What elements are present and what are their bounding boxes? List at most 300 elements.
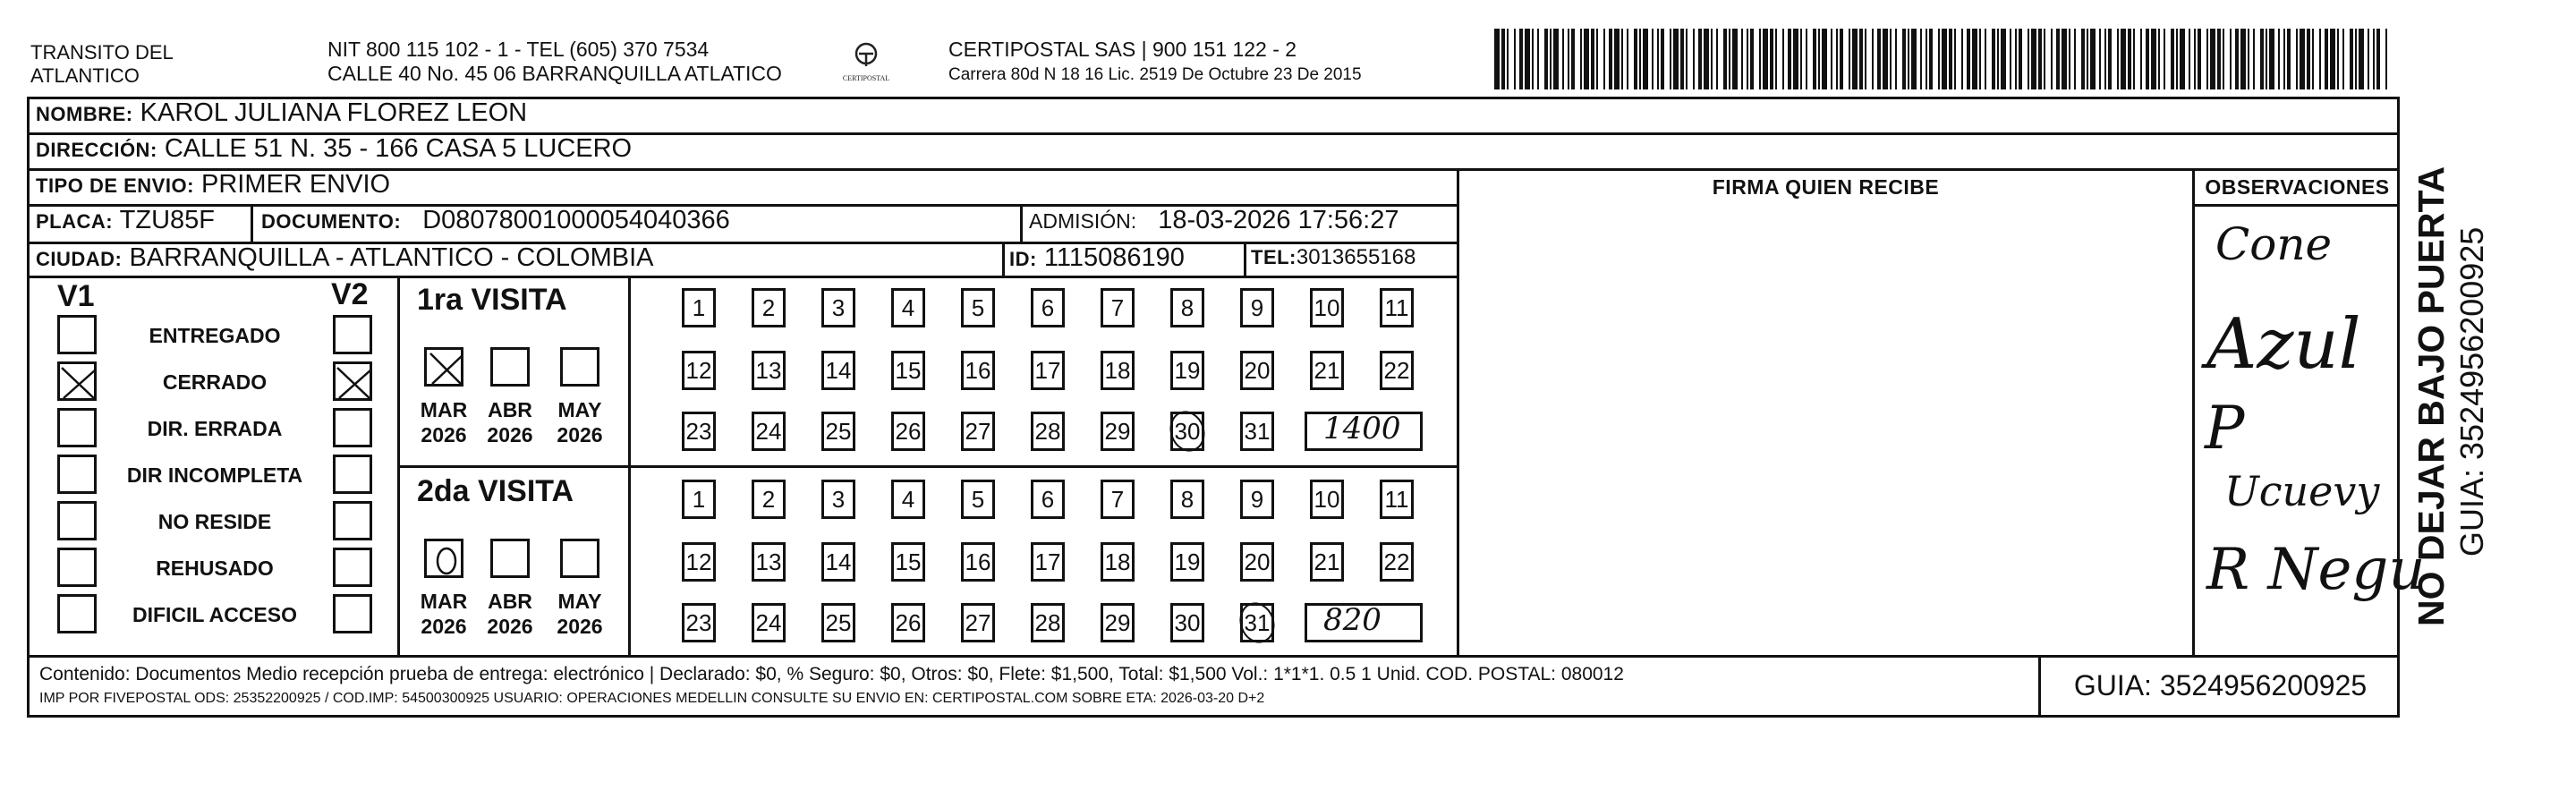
nombre-value: KAROL JULIANA FLOREZ LEON (140, 98, 528, 127)
barcode-bar (2217, 29, 2221, 89)
observation-note: Ucuevy (2224, 467, 2380, 515)
barcode-bar (1859, 29, 1863, 89)
barcode-bar (1770, 29, 1773, 89)
divider (2192, 204, 2400, 207)
day-box[interactable]: 21 (1310, 351, 1344, 390)
day-box[interactable]: 9 (1240, 480, 1274, 519)
day-box[interactable]: 8 (1170, 480, 1204, 519)
day-box[interactable]: 12 (682, 351, 716, 390)
barcode-bar (2056, 29, 2060, 89)
observation-note: Cone (2215, 218, 2333, 270)
barcode-bar (2319, 29, 2321, 89)
barcode-bar (1544, 29, 1548, 89)
barcode-bar (2171, 29, 2174, 89)
status-checkbox-v1[interactable] (57, 315, 97, 354)
day-box[interactable]: 11 (1380, 288, 1414, 327)
time-box[interactable] (1305, 412, 1423, 451)
day-box[interactable]: 19 (1170, 351, 1204, 390)
month-checkbox[interactable] (424, 539, 463, 578)
barcode-bar (2235, 29, 2239, 89)
month-year: 2026 (421, 423, 467, 446)
tel-label: TEL: (1251, 246, 1297, 268)
barcode-bar (1686, 29, 1688, 89)
month-checkbox[interactable] (490, 539, 530, 578)
status-label: ENTREGADO (149, 324, 281, 347)
ciudad-field (36, 243, 654, 273)
barcode-bar (2342, 29, 2344, 89)
day-box[interactable]: 5 (961, 480, 995, 519)
day-box[interactable]: 3 (821, 288, 855, 327)
barcode-bar (1596, 29, 1598, 89)
status-checkbox-v2[interactable] (333, 408, 372, 447)
barcode-bar (2038, 29, 2042, 89)
day-box[interactable]: 3 (821, 480, 855, 519)
id-field (1009, 243, 1185, 273)
barcode-bar (1865, 29, 1866, 89)
admision-field (1029, 206, 1399, 235)
barcode-bar (2373, 29, 2375, 89)
barcode-bar (2230, 29, 2232, 89)
barcode-bar (1852, 29, 1858, 89)
day-box[interactable]: 14 (821, 351, 855, 390)
barcode-bar (1723, 29, 1727, 89)
day-box[interactable]: 7 (1101, 288, 1135, 327)
day-box[interactable]: 2 (752, 480, 786, 519)
barcode-bar (2350, 29, 2353, 89)
barcode-bar (2312, 29, 2314, 89)
day-box[interactable]: 30 (1170, 412, 1204, 451)
status-checkbox-v1[interactable] (57, 408, 97, 447)
footer-contenido: Contenido: Documentos Medio recepción prueba de entrega: electrónico | Declarado: $0, % Seguro: $0, Otros: $0, Flete: $1,500, Total: $1,500 Vol.: 1*1*1. 0.5 1 Unid. COD. POSTAL: 080012 (39, 664, 1624, 684)
barcode-bar (1657, 29, 1659, 89)
day-box[interactable]: 28 (1031, 603, 1065, 642)
barcode-bar (2359, 29, 2364, 89)
barcode-bar (2151, 29, 2156, 89)
month-checkbox[interactable] (560, 539, 599, 578)
day-box[interactable]: 26 (891, 603, 925, 642)
barcode-bar (2010, 29, 2011, 89)
company-address: CALLE 40 No. 45 06 BARRANQUILLA ATLATICO (327, 62, 782, 85)
day-box[interactable]: 17 (1031, 542, 1065, 582)
divider (1020, 204, 1023, 242)
barcode-bar (2385, 29, 2387, 89)
tel-value: 3013655168 (1296, 245, 1416, 269)
divider (628, 276, 631, 655)
certipostal-info: CERTIPOSTAL SAS | 900 151 122 - 2 (948, 38, 1297, 61)
barcode-bar (1741, 29, 1743, 89)
day-box[interactable]: 20 (1240, 542, 1274, 582)
observation-note: R Negu (2206, 537, 2426, 603)
admision-label: ADMISIÓN: (1029, 209, 1137, 233)
company-nit: NIT 800 115 102 - 1 - TEL (605) 370 7534 (327, 38, 710, 61)
barcode-bar (2081, 29, 2085, 89)
day-box[interactable]: 24 (752, 412, 786, 451)
handwritten-mark (1237, 599, 1278, 650)
id-value: 1115086190 (1043, 243, 1185, 272)
day-box[interactable]: 1 (682, 288, 716, 327)
barcode-bar (1693, 29, 1695, 89)
status-label: DIFICIL ACCESO (132, 603, 297, 626)
day-box[interactable]: 20 (1240, 351, 1274, 390)
barcode-bar (1750, 29, 1754, 89)
barcode-bar (2376, 29, 2380, 89)
direccion-row (36, 134, 632, 164)
barcode-bar (1553, 29, 1559, 89)
day-box[interactable]: 23 (682, 412, 716, 451)
barcode-bar (1954, 29, 1956, 89)
barcode-bar (1537, 29, 1539, 89)
month-checkbox[interactable] (490, 347, 530, 387)
barcode-bar (1895, 29, 1897, 89)
day-box[interactable]: 31 (1240, 412, 1274, 451)
day-box[interactable]: 5 (961, 288, 995, 327)
direccion-label: DIRECCIÓN: (36, 139, 157, 161)
barcode-bar (1836, 29, 1838, 89)
day-box[interactable]: 25 (821, 412, 855, 451)
barcode-bar (1532, 29, 1534, 89)
day-box[interactable]: 10 (1310, 480, 1344, 519)
barcode-bar (1979, 29, 1981, 89)
barcode-bar (2269, 29, 2274, 89)
barcode-bar (2180, 29, 2185, 89)
barcode-bar (2278, 29, 2280, 89)
month-checkbox[interactable] (560, 347, 599, 387)
time-box[interactable] (1305, 603, 1423, 642)
month-label (553, 397, 607, 447)
divider (27, 655, 2400, 658)
circle-mark-icon (427, 541, 466, 581)
day-box[interactable]: 25 (821, 603, 855, 642)
barcode-bar (2248, 29, 2249, 89)
status-checkbox-v2[interactable] (333, 548, 372, 587)
barcode-bar (1501, 29, 1505, 89)
barcode-bar (1840, 29, 1843, 89)
month-year: 2026 (421, 615, 467, 638)
status-checkbox-v2[interactable] (333, 594, 372, 633)
barcode-bar (2015, 29, 2017, 89)
observation-note: Azul (2206, 304, 2361, 385)
barcode-bar (1680, 29, 1684, 89)
barcode-bar (2355, 29, 2357, 89)
month-name: MAR (420, 590, 468, 613)
barcode-bar (2194, 29, 2196, 89)
barcode-bar (2062, 29, 2067, 89)
x-mark-icon (60, 364, 99, 404)
barcode-bar (1985, 29, 1986, 89)
day-box[interactable]: 7 (1101, 480, 1135, 519)
barcode-bar (2198, 29, 2201, 89)
divider (27, 276, 1458, 278)
day-box[interactable]: 4 (891, 288, 925, 327)
observaciones-header: OBSERVACIONES (2205, 175, 2390, 199)
day-box[interactable]: 6 (1031, 288, 1065, 327)
barcode-bar (1961, 29, 1963, 89)
nombre-row (36, 98, 527, 128)
barcode-bar (2001, 29, 2006, 89)
barcode-bar (1550, 29, 1552, 89)
barcode-bar (1639, 29, 1641, 89)
barcode-bar (1643, 29, 1648, 89)
barcode-bar (2140, 29, 2142, 89)
day-box[interactable]: 16 (961, 351, 995, 390)
footer-guia: GUIA: 3524956200925 (2073, 669, 2368, 701)
barcode-bar (1793, 29, 1798, 89)
status-label: DIR. ERRADA (147, 417, 283, 440)
month-name: MAY (557, 590, 602, 613)
barcode-bar (1818, 29, 1820, 89)
barcode-bar (1926, 29, 1927, 89)
ciudad-value: BARRANQUILLA - ATLANTICO - COLOMBIA (129, 243, 654, 272)
day-box[interactable]: 6 (1031, 480, 1065, 519)
status-label: CERRADO (162, 370, 268, 394)
barcode-bar (1902, 29, 1906, 89)
day-box[interactable]: 26 (891, 412, 925, 451)
barcode-bar (2104, 29, 2106, 89)
day-box[interactable]: 27 (961, 412, 995, 451)
barcode-bar (1992, 29, 1995, 89)
day-box[interactable]: 23 (682, 603, 716, 642)
x-mark-icon (336, 364, 375, 404)
barcode-bar (2287, 29, 2291, 89)
barcode-bar (1732, 29, 1738, 89)
divider (397, 465, 1458, 468)
barcode-bar (1716, 29, 1718, 89)
placa-field (36, 206, 215, 235)
barcode-bar (1562, 29, 1564, 89)
barcode-bar (1813, 29, 1816, 89)
time-value: 820 (1323, 602, 1382, 638)
barcode-bar (1929, 29, 1933, 89)
day-box[interactable]: 1 (682, 480, 716, 519)
month-year: 2026 (557, 423, 603, 446)
visit-title: 2da VISITA (417, 474, 574, 508)
barcode-bar (1908, 29, 1909, 89)
barcode-bar (1514, 29, 1516, 89)
status-checkbox-v1[interactable] (57, 594, 97, 633)
barcode-bar (1580, 29, 1582, 89)
barcode-bar (1652, 29, 1654, 89)
day-box[interactable]: 30 (1170, 603, 1204, 642)
handwritten-mark (1167, 408, 1208, 459)
barcode-bar (1568, 29, 1569, 89)
status-checkbox-v1[interactable] (57, 455, 97, 494)
barcode-bar (2223, 29, 2224, 89)
divider (2192, 168, 2195, 655)
tipo-envio-value: PRIMER ENVIO (200, 170, 391, 199)
barcode-bar (2158, 29, 2160, 89)
v2-header: V2 (331, 277, 369, 311)
status-checkbox-v1[interactable] (57, 548, 97, 587)
day-box[interactable]: 14 (821, 542, 855, 582)
barcode-bar (2307, 29, 2310, 89)
barcode-bar (2074, 29, 2076, 89)
day-box[interactable]: 18 (1101, 351, 1135, 390)
barcode-bar (1571, 29, 1575, 89)
month-label (483, 589, 537, 639)
status-checkbox-v1[interactable] (57, 361, 97, 401)
barcode-bar (2210, 29, 2215, 89)
barcode-bar (1872, 29, 1874, 89)
day-box[interactable]: 29 (1101, 603, 1135, 642)
firma-header: FIRMA QUIEN RECIBE (1712, 175, 1940, 199)
day-box[interactable]: 28 (1031, 412, 1065, 451)
company-name-line2: ATLANTICO (30, 64, 140, 87)
placa-label: PLACA: (36, 210, 114, 233)
barcode-bar (1890, 29, 1892, 89)
barcode-bar (1584, 29, 1589, 89)
ciudad-label: CIUDAD: (36, 248, 123, 270)
day-box[interactable]: 22 (1380, 351, 1414, 390)
status-checkbox-v1[interactable] (57, 501, 97, 540)
barcode-bar (1782, 29, 1784, 89)
v1-header: V1 (57, 279, 95, 313)
signature-area[interactable] (1459, 207, 2192, 655)
barcode-bar (1883, 29, 1888, 89)
day-box[interactable]: 2 (752, 288, 786, 327)
tipo-envio-label: TIPO DE ENVIO: (36, 174, 194, 197)
barcode-bar (2133, 29, 2135, 89)
month-label (553, 589, 607, 639)
barcode-bar (1775, 29, 1777, 89)
barcode-bar (2283, 29, 2285, 89)
documento-label: DOCUMENTO: (261, 210, 402, 233)
tipo-envio-row (36, 170, 390, 200)
barcode-bar (1759, 29, 1761, 89)
barcode-bar (1997, 29, 1999, 89)
barcode-bar (2368, 29, 2369, 89)
day-box[interactable]: 4 (891, 480, 925, 519)
month-year: 2026 (487, 615, 533, 638)
barcode-bar (1494, 29, 1500, 89)
barcode-bar (2146, 29, 2149, 89)
status-label: DIR INCOMPLETA (126, 463, 303, 487)
barcode-bar (2330, 29, 2335, 89)
documento-value: D08078001000054040366 (422, 206, 730, 234)
barcode-bar (2240, 29, 2246, 89)
barcode-bar (2028, 29, 2029, 89)
barcode-bar (1831, 29, 1832, 89)
placa-value: TZU85F (119, 206, 215, 234)
day-box[interactable]: 24 (752, 603, 786, 642)
company-name-line1: TRANSITO DEL (30, 41, 174, 64)
barcode-bar (1634, 29, 1637, 89)
barcode-bar (1603, 29, 1605, 89)
month-checkbox[interactable] (424, 347, 463, 387)
barcode-bar (2069, 29, 2070, 89)
day-box[interactable]: 29 (1101, 412, 1135, 451)
barcode-bar (1942, 29, 1947, 89)
status-checkbox-v2[interactable] (333, 315, 372, 354)
x-mark-icon (427, 350, 466, 389)
barcode (1494, 29, 2389, 89)
month-name: MAY (557, 398, 602, 421)
divider (1244, 242, 1246, 276)
day-box[interactable]: 12 (682, 542, 716, 582)
day-box[interactable]: 9 (1240, 288, 1274, 327)
month-label (417, 397, 471, 447)
day-box[interactable]: 11 (1380, 480, 1414, 519)
status-checkbox-v2[interactable] (333, 501, 372, 540)
day-box[interactable]: 15 (891, 351, 925, 390)
barcode-bar (1920, 29, 1922, 89)
barcode-bar (1519, 29, 1523, 89)
admision-value: 18-03-2026 17:56:27 (1158, 206, 1399, 234)
barcode-bar (1525, 29, 1530, 89)
month-name: MAR (420, 398, 468, 421)
day-box[interactable]: 16 (961, 542, 995, 582)
day-box[interactable]: 17 (1031, 351, 1065, 390)
day-box[interactable]: 8 (1170, 288, 1204, 327)
barcode-bar (1627, 29, 1628, 89)
day-box[interactable]: 18 (1101, 542, 1135, 582)
side-guia: GUIA: 3524956200925 (2453, 226, 2490, 557)
time-value: 1400 (1323, 411, 1401, 446)
barcode-bar (2019, 29, 2022, 89)
month-year: 2026 (487, 423, 533, 446)
barcode-bar (1673, 29, 1679, 89)
barcode-bar (2260, 29, 2264, 89)
barcode-bar (1877, 29, 1881, 89)
status-checkbox-v2[interactable] (333, 455, 372, 494)
day-box[interactable]: 13 (752, 542, 786, 582)
day-box[interactable]: 10 (1310, 288, 1344, 327)
barcode-bar (1704, 29, 1709, 89)
barcode-bar (2044, 29, 2045, 89)
barcode-bar (1972, 29, 1977, 89)
barcode-bar (1609, 29, 1612, 89)
barcode-bar (1763, 29, 1768, 89)
day-box[interactable]: 22 (1380, 542, 1414, 582)
tel-field (1251, 245, 1416, 270)
barcode-bar (1806, 29, 1807, 89)
barcode-bar (1591, 29, 1594, 89)
barcode-bar (2099, 29, 2101, 89)
barcode-bar (1822, 29, 1827, 89)
barcode-bar (2164, 29, 2165, 89)
barcode-bar (1788, 29, 1791, 89)
id-label: ID: (1009, 248, 1037, 270)
footer-imp: IMP POR FIVEPOSTAL ODS: 25352200925 / COD.IMP: 54500300925 USUARIO: OPERACIONES MEDELLIN CONSULTE SU ENVIO EN: CERTIPOSTAL.COM SOBRE ETA: 2026-03-20 D+2 (39, 691, 1265, 706)
barcode-bar (2176, 29, 2178, 89)
nombre-label: NOMBRE: (36, 103, 133, 125)
month-name: ABR (488, 398, 532, 421)
day-box[interactable]: 27 (961, 603, 995, 642)
barcode-bar (2117, 29, 2119, 89)
barcode-bar (1614, 29, 1620, 89)
day-box[interactable]: 15 (891, 542, 925, 582)
certipostal-license: Carrera 80d N 18 16 Lic. 2519 De Octubre 23 De 2015 (948, 65, 1362, 84)
divider (1002, 242, 1005, 276)
barcode-bar (2253, 29, 2255, 89)
direccion-value: CALLE 51 N. 35 - 166 CASA 5 LUCERO (164, 134, 633, 163)
day-box[interactable]: 31 (1240, 603, 1274, 642)
day-box[interactable]: 13 (752, 351, 786, 390)
barcode-bar (1670, 29, 1671, 89)
barcode-bar (1507, 29, 1509, 89)
barcode-bar (1911, 29, 1917, 89)
barcode-bar (2090, 29, 2096, 89)
status-label: NO RESIDE (157, 510, 272, 533)
day-box[interactable]: 19 (1170, 542, 1204, 582)
month-label (417, 589, 471, 639)
documento-field (261, 206, 730, 235)
day-box[interactable]: 21 (1310, 542, 1344, 582)
barcode-bar (2121, 29, 2126, 89)
certipostal-logo (832, 39, 900, 84)
barcode-bar (1747, 29, 1748, 89)
status-checkbox-v2[interactable] (333, 361, 372, 401)
barcode-bar (1800, 29, 1802, 89)
